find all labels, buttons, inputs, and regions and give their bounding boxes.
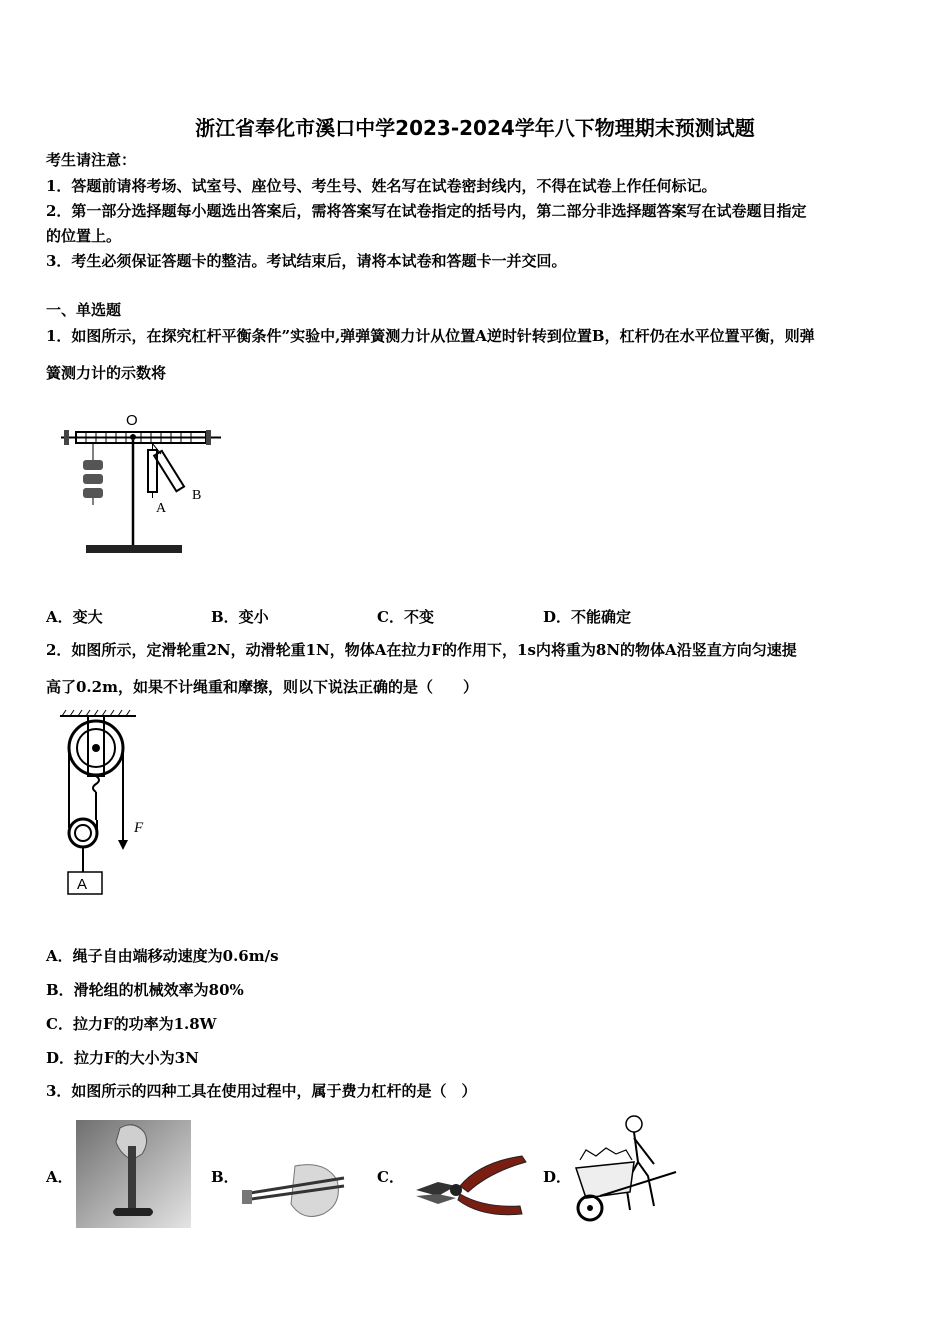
notice-heading: 考生请注意： [46, 151, 137, 169]
notice-item: 1．答题前请将考场、试室号、座位号、考生号、姓名写在试卷密封线内，不得在试卷上作任何标记。 [46, 177, 717, 195]
q1-stem-line2: 簧测力计的示数将 [46, 364, 167, 382]
notice-item: 2．第一部分选择题每小题选出答案后，需将答案写在试卷指定的括号内，第二部分非选择题答案写在试卷题目指定 [46, 202, 807, 220]
q1-stem-line1: 1．如图所示，在探究杠杆平衡条件”实验中,弹弹簧测力计从位置A逆时针转到位置B，杠杆仍在水平位置平衡，则弹 [46, 327, 815, 345]
q1-lever-figure [56, 410, 226, 560]
q3-option-a[interactable]: A． [46, 1168, 73, 1186]
q1-option-b[interactable]: B．变小 [211, 608, 269, 626]
q3-option-d[interactable]: D． [543, 1168, 572, 1186]
q2-option-a[interactable]: A．绳子自由端移动速度为0.6m/s [46, 947, 279, 965]
notice-item: 的位置上。 [46, 227, 122, 245]
q3-pliers-image[interactable] [410, 1150, 530, 1220]
notice-item: 3．考生必须保证答题卡的整洁。考试结束后，请将本试卷和答题卡一并交回。 [46, 252, 567, 270]
q3-stem: 3．如图所示的四种工具在使用过程中，属于费力杠杆的是（ ） [46, 1082, 477, 1100]
label-a: A [77, 876, 88, 893]
q2-option-b[interactable]: B．滑轮组的机械效率为80% [46, 981, 244, 999]
label-b: B [192, 488, 202, 503]
q2-option-d[interactable]: D．拉力F的大小为3N [46, 1049, 199, 1067]
q3-tweezers-image[interactable] [240, 1160, 350, 1222]
section-heading: 一、单选题 [46, 301, 122, 319]
q1-option-d[interactable]: D．不能确定 [543, 608, 632, 626]
q2-stem-line2: 高了0.2m，如果不计绳重和摩擦，则以下说法正确的是（ ） [46, 678, 478, 696]
q2-pulley-figure [56, 708, 166, 898]
label-f: F [134, 820, 144, 836]
label-o: O [126, 412, 138, 429]
q3-option-b[interactable]: B． [211, 1168, 239, 1186]
q2-option-c[interactable]: C．拉力F的功率为1.8W [46, 1015, 217, 1033]
q3-hammer-image[interactable] [76, 1120, 191, 1228]
page-title: 浙江省奉化市溪口中学2023-2024学年八下物理期末预测试题 [195, 116, 755, 140]
label-a: A [156, 501, 167, 516]
q3-option-c[interactable]: C． [377, 1168, 404, 1186]
q3-wheelbarrow-image[interactable] [570, 1112, 685, 1224]
q2-stem-line1: 2．如图所示，定滑轮重2N，动滑轮重1N，物体A在拉力F的作用下，1s内将重为8N的物体A沿竖直方向匀速提 [46, 641, 797, 659]
q1-option-a[interactable]: A．变大 [46, 608, 103, 626]
q1-option-c[interactable]: C．不变 [377, 608, 434, 626]
